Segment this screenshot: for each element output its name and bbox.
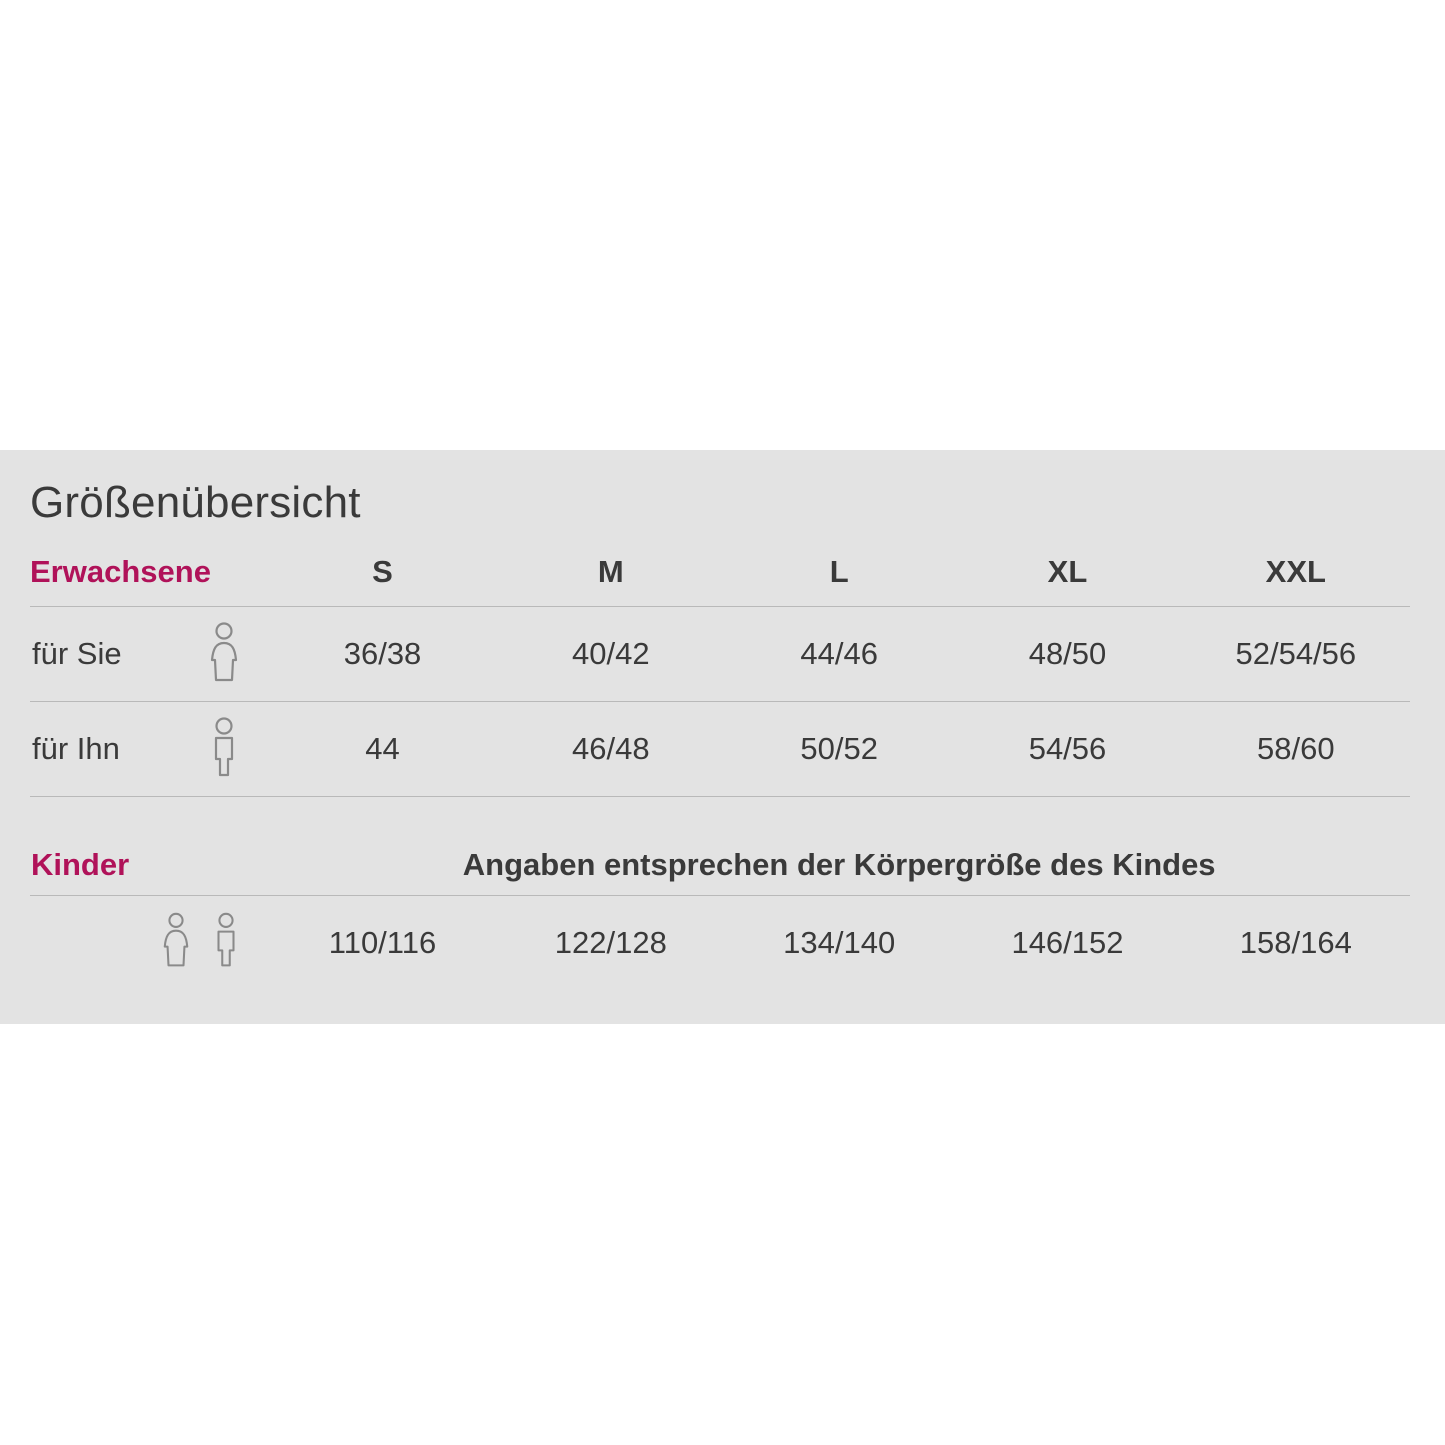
size-header-xl: XL — [1047, 554, 1088, 589]
table-row-kids — [30, 896, 1410, 991]
size-header-l: L — [829, 554, 849, 589]
size-table — [30, 546, 1410, 990]
cell-kids-xl: 146/152 — [953, 896, 1181, 991]
size-header-s: S — [372, 554, 393, 589]
size-header-xxl: XXL — [1265, 554, 1326, 589]
woman-icon — [203, 622, 245, 686]
table-row-kids-header — [30, 833, 1410, 896]
panel-bottom-padding — [0, 990, 1445, 1024]
cell-women-m: 40/42 — [497, 607, 725, 702]
table-divider-row — [30, 797, 1410, 834]
page-title: Größenübersicht — [30, 478, 361, 527]
cell-women-l: 44/46 — [725, 607, 953, 702]
girl-icon — [156, 911, 196, 971]
size-chart-panel — [0, 450, 1445, 1024]
size-header-m: M — [597, 554, 624, 589]
cell-kids-xxl: 158/164 — [1182, 896, 1410, 991]
table-row-women — [30, 607, 1410, 702]
cell-kids-s: 110/116 — [268, 896, 496, 991]
cell-men-m: 46/48 — [497, 702, 725, 797]
row-label-men-text: für Ihn — [32, 731, 120, 766]
table-row-men — [30, 702, 1410, 797]
cell-men-s: 44 — [268, 702, 496, 797]
row-label-women — [30, 607, 268, 702]
row-label-men — [30, 702, 268, 797]
cell-men-l: 50/52 — [725, 702, 953, 797]
row-label-women-text: für Sie — [32, 636, 122, 671]
cell-men-xl: 54/56 — [953, 702, 1181, 797]
row-label-kids — [30, 896, 268, 991]
cell-women-xl: 48/50 — [953, 607, 1181, 702]
cell-women-xxl: 52/54/56 — [1182, 607, 1410, 702]
cell-kids-m: 122/128 — [497, 896, 725, 991]
table-header-row — [30, 546, 1410, 607]
section-label-kids: Kinder — [31, 847, 130, 882]
cell-men-xxl: 58/60 — [1182, 702, 1410, 797]
cell-kids-l: 134/140 — [725, 896, 953, 991]
boy-icon — [206, 911, 246, 971]
man-icon — [203, 717, 245, 781]
cell-women-s: 36/38 — [268, 607, 496, 702]
kids-note: Angaben entsprechen der Körpergröße des Kindes — [462, 847, 1216, 882]
section-label-adults: Erwachsene — [30, 554, 211, 589]
